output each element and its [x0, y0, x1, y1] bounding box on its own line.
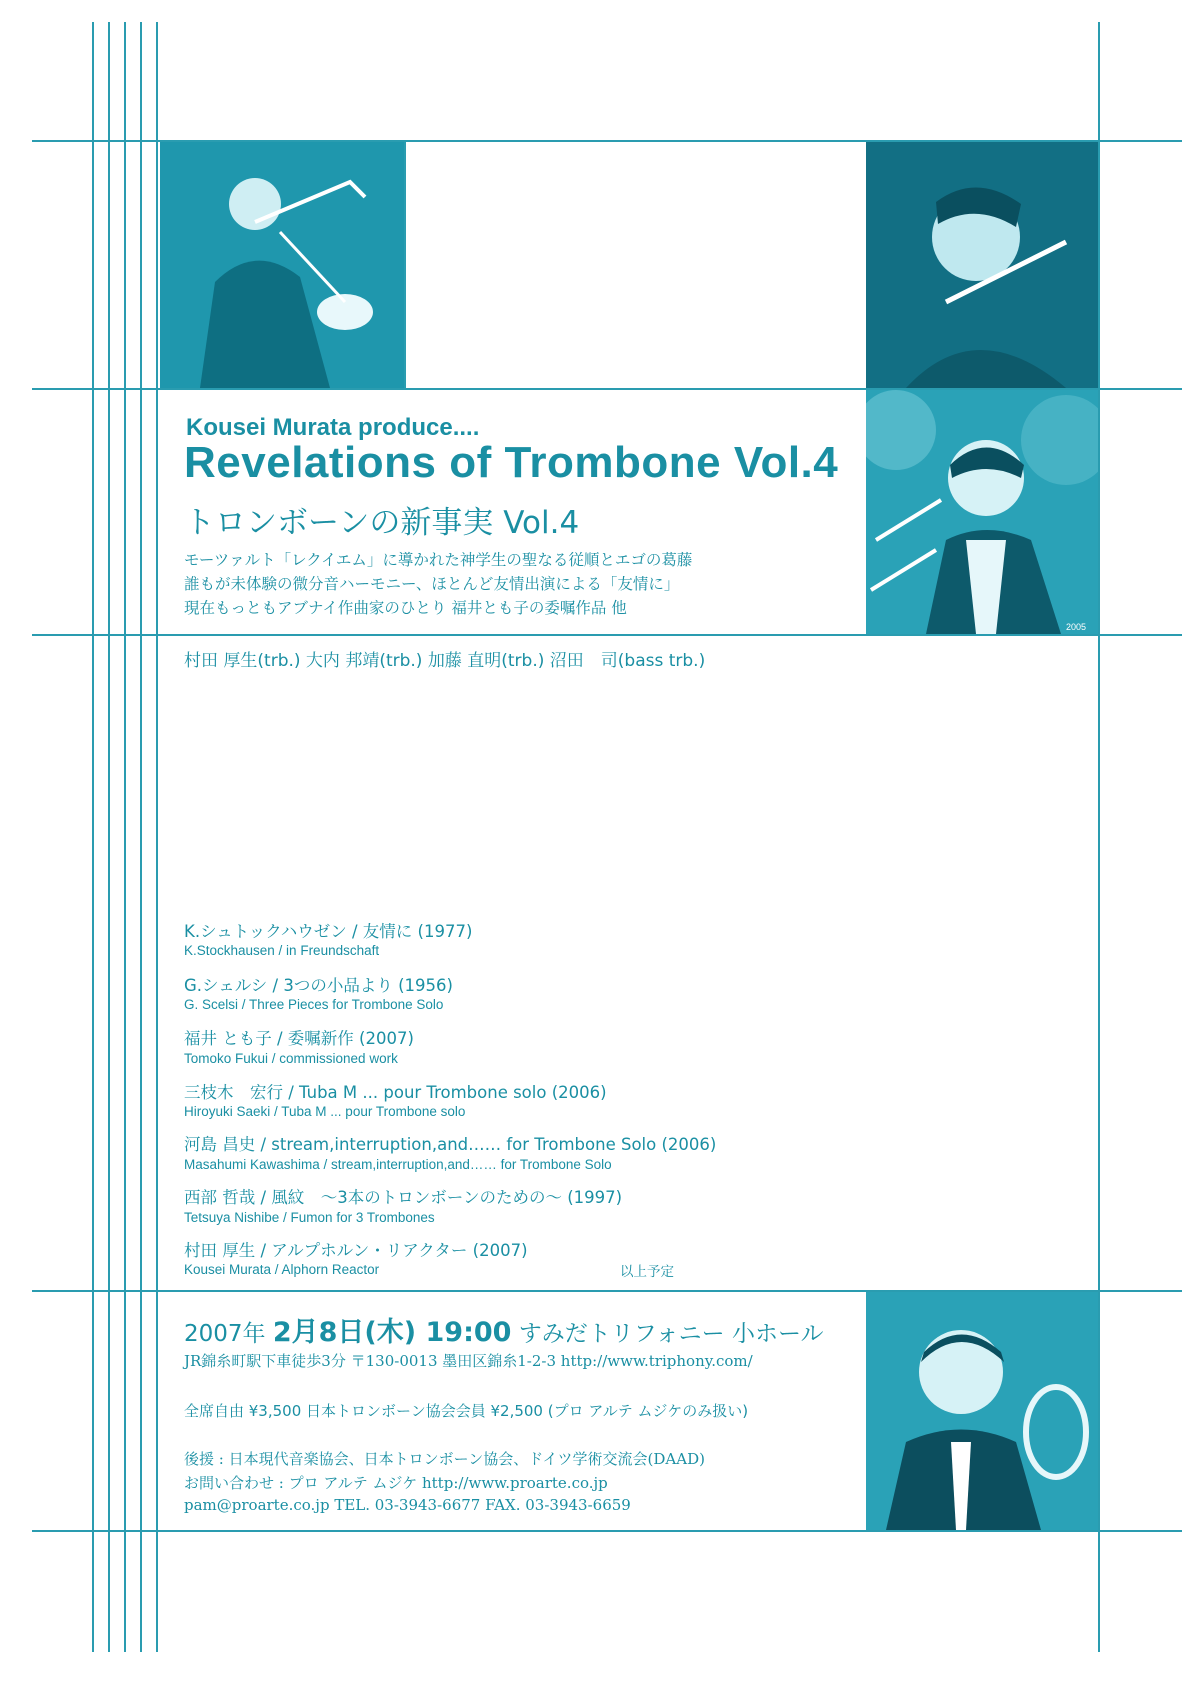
contact-info: お問い合わせ : プロ アルテ ムジケ http://www.proarte.co.jp: [184, 1474, 608, 1492]
photo-trombonist-2: [866, 142, 1098, 388]
program-item-en: Tomoko Fukui / commissioned work: [184, 1051, 398, 1066]
performers: 村田 厚生(trb.) 大内 邦靖(trb.) 加藤 直明(trb.) 沼田 司(bass trb.): [184, 651, 706, 671]
program-item-ja: G.シェルシ / 3つの小品より (1956): [184, 976, 453, 995]
h-rule: [32, 1530, 1182, 1532]
photo-trombonist-1: [160, 142, 404, 388]
program-item-en: Hiroyuki Saeki / Tuba M ... pour Trombone solo: [184, 1104, 466, 1119]
event-year: 2007年: [184, 1321, 266, 1347]
event-venue: すみだトリフォニー 小ホール: [518, 1321, 824, 1347]
staff-line: [92, 22, 94, 1652]
description-line: 現在もっともアブナイ作曲家のひとり 福井とも子の委嘱作品 他: [184, 599, 627, 617]
photo-trombonist-4: [866, 1292, 1098, 1530]
photo-year-label: 2005: [1066, 622, 1087, 632]
description-line: モーツァルト「レクイエム」に導かれた神学生の聖なる従順とエゴの葛藤: [184, 551, 693, 569]
program-item-ja: 村田 厚生 / アルプホルン・リアクター (2007): [184, 1241, 528, 1260]
bar-line: [1098, 22, 1100, 1652]
support-info: 後援 : 日本現代音楽協会、日本トロンボーン協会、ドイツ学術交流会(DAAD): [184, 1450, 705, 1468]
ticket-price: 全席自由 ¥3,500 日本トロンボーン協会会員 ¥2,500 (プロ アルテ ムジケのみ扱い): [184, 1402, 749, 1420]
staff-line: [156, 22, 158, 1652]
staff-line: [140, 22, 142, 1652]
access-info: JR錦糸町駅下車徒歩3分 〒130-0013 墨田区錦糸1-2-3 http://www.triphony.com/: [184, 1352, 753, 1370]
program-item-ja: K.シュトックハウゼン / 友情に (1977): [184, 922, 473, 941]
event-datetime: [184, 1310, 823, 1349]
program-item-en: Kousei Murata / Alphorn Reactor: [184, 1262, 380, 1277]
event-date: 2月8日(木) 19:00: [272, 1317, 512, 1348]
bar-line: [404, 140, 406, 388]
program-item-en: Masahumi Kawashima / stream,interruption,and…… for Trombone Solo: [184, 1157, 612, 1172]
program-item-ja: 西部 哲哉 / 風紋 ～3本のトロンボーンのための～ (1997): [184, 1188, 623, 1207]
staff-line: [108, 22, 110, 1652]
concert-title: Revelations of Trombone Vol.4: [184, 438, 839, 487]
h-rule: [32, 634, 1182, 636]
concert-title-ja: トロンボーンの新事実 Vol.4: [184, 505, 580, 541]
photo-trombonist-3: [866, 390, 1098, 634]
program-item-ja: 三枝木 宏行 / Tuba M ... pour Trombone solo (2006): [184, 1083, 607, 1102]
producer-line: Kousei Murata produce....: [186, 414, 480, 441]
description-line: 誰もが未体験の微分音ハーモニー、ほとんど友情出演による「友情に」: [184, 575, 680, 593]
program-item-en: Tetsuya Nishibe / Fumon for 3 Trombones: [184, 1210, 435, 1225]
staff-line: [124, 22, 126, 1652]
program-item-ja: 福井 とも子 / 委嘱新作 (2007): [184, 1029, 414, 1048]
program-item-en: K.Stockhausen / in Freundschaft: [184, 943, 380, 958]
program-item-en: G. Scelsi / Three Pieces for Trombone Solo: [184, 997, 444, 1012]
contact-phone: pam@proarte.co.jp TEL. 03-3943-6677 FAX. 03-3943-6659: [184, 1496, 631, 1514]
program-item-ja: 河島 昌史 / stream,interruption,and…… for Trombone Solo (2006): [184, 1135, 717, 1154]
schedule-note: 以上予定: [620, 1264, 674, 1280]
